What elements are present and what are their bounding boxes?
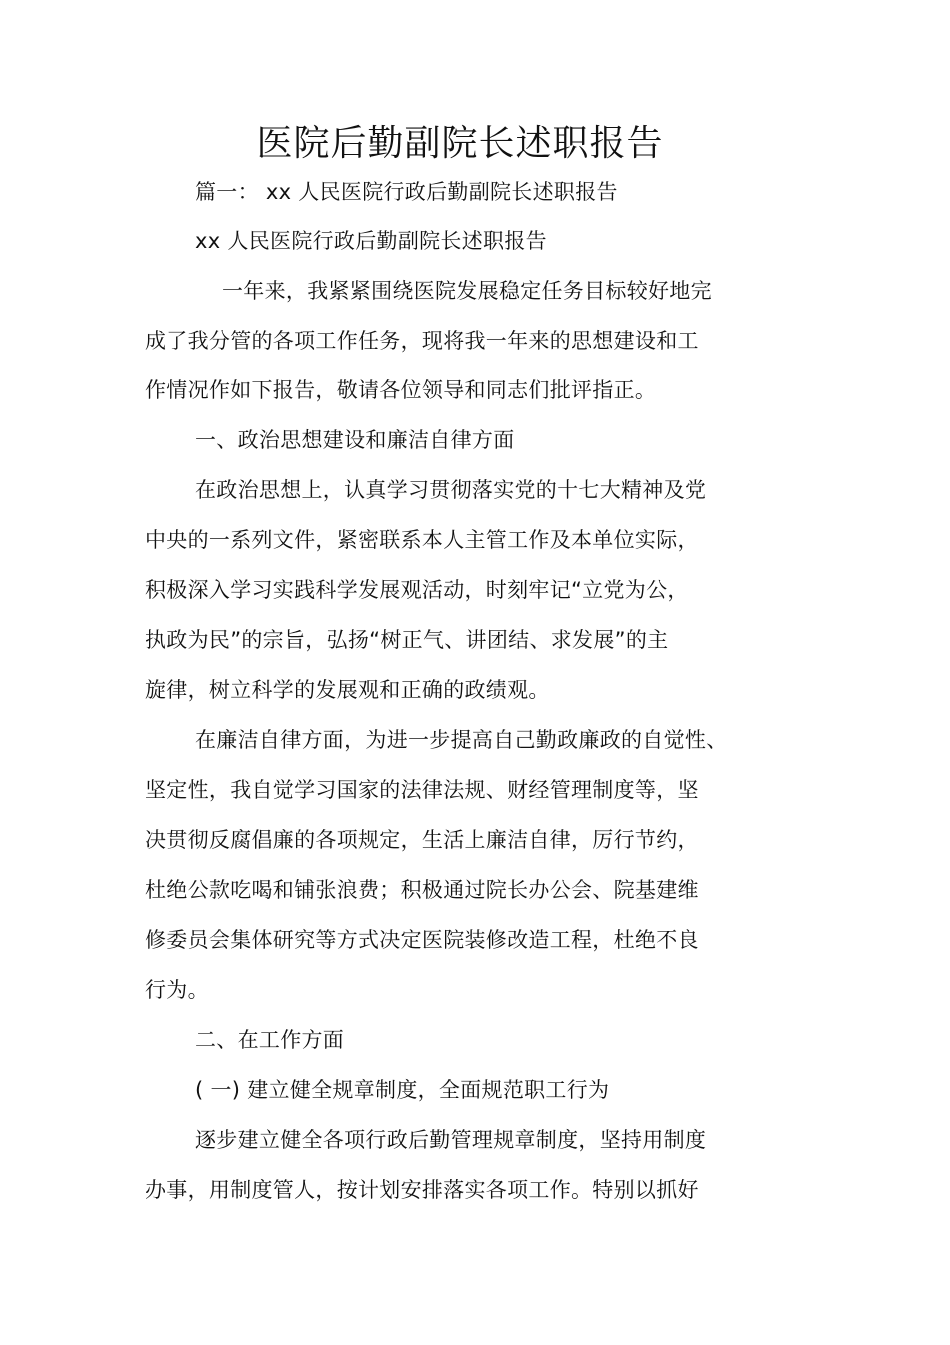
paragraph-line: 在廉洁自律方面，为进一步提高自己勤政廉政的自觉性、	[195, 728, 728, 752]
paragraph-line: 执政为民”的宗旨，弘扬“树正气、讲团结、求发展”的主	[145, 628, 669, 652]
paragraph-line: 旋律，树立科学的发展观和正确的政绩观。	[145, 678, 550, 702]
paragraph-line: 成了我分管的各项工作任务，现将我一年来的思想建设和工	[145, 329, 699, 353]
paragraph-line: 行为。	[145, 978, 209, 1002]
subsection-heading: ( 一) 建立健全规章制度，全面规范职工行为	[195, 1078, 610, 1102]
report-subtitle: xx 人民医院行政后勤副院长述职报告	[195, 229, 547, 253]
section-heading-part-one: 篇一： xx 人民医院行政后勤副院长述职报告	[195, 180, 618, 204]
paragraph-line: 坚定性，我自觉学习国家的法律法规、财经管理制度等，坚	[145, 778, 699, 802]
paragraph-line: 决贯彻反腐倡廉的各项规定，生活上廉洁自律，厉行节约，	[145, 828, 699, 852]
paragraph-line: 中央的一系列文件，紧密联系本人主管工作及本单位实际，	[145, 528, 699, 552]
paragraph-line: 积极深入学习实践科学发展观活动，时刻牢记“立党为公，	[145, 578, 689, 602]
paragraph-line: 修委员会集体研究等方式决定医院装修改造工程，杜绝不良	[145, 928, 699, 952]
paragraph-line: 杜绝公款吃喝和铺张浪费；积极通过院长办公会、院基建维	[145, 878, 699, 902]
section-heading-political: 一、政治思想建设和廉洁自律方面	[195, 428, 515, 452]
paragraph-line: 一年来，我紧紧围绕医院发展稳定任务目标较好地完	[222, 279, 712, 303]
paragraph-line: 逐步建立健全各项行政后勤管理规章制度，坚持用制度	[195, 1128, 707, 1152]
paragraph-line: 作情况作如下报告，敬请各位领导和同志们批评指正。	[145, 378, 657, 402]
section-heading-work: 二、在工作方面	[195, 1028, 345, 1052]
document-title: 医院后勤副院长述职报告	[256, 123, 664, 164]
paragraph-line: 在政治思想上，认真学习贯彻落实党的十七大精神及党	[195, 478, 707, 502]
paragraph-line: 办事，用制度管人，按计划安排落实各项工作。特别以抓好	[145, 1178, 699, 1202]
